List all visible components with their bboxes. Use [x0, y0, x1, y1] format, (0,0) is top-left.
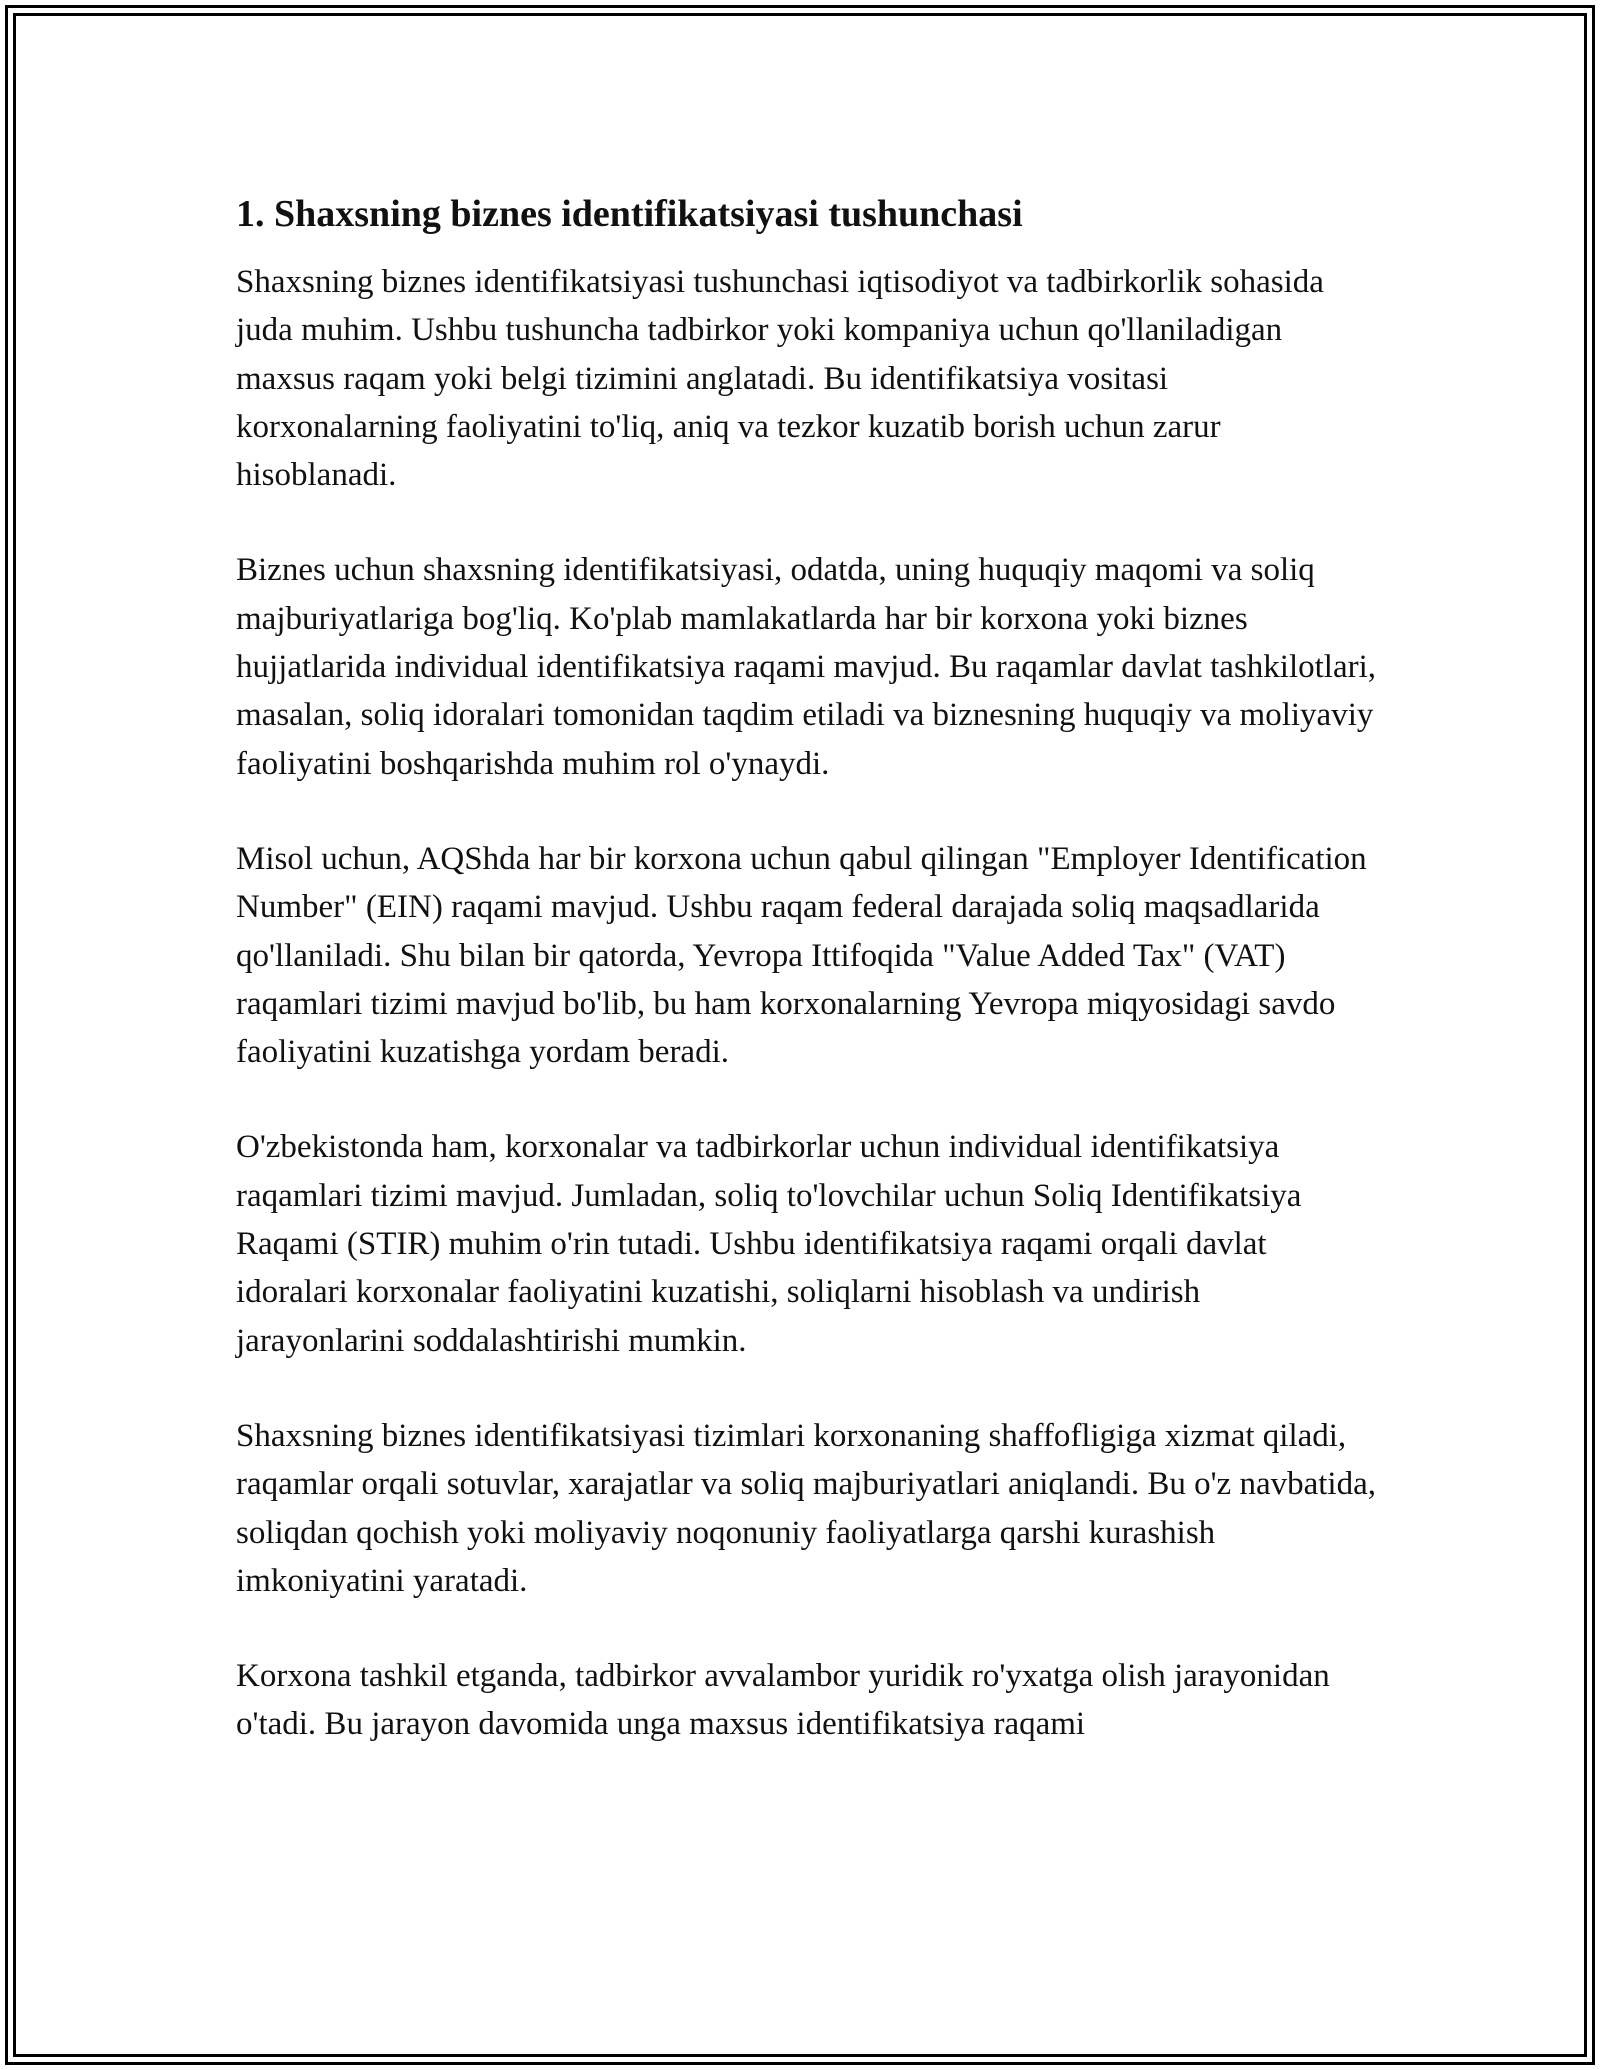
- section-heading: 1. Shaxsning biznes identifikatsiyasi tushunchasi: [236, 193, 1023, 235]
- paragraph-3: Misol uchun, AQShda har bir korxona uchun qabul qilingan "Employer Identification Number" (EIN) raqami mavjud. Ushbu raqam federal darajada soliq maqsadlarida qo'llaniladi. Shu bilan bir qatorda, Yevropa Ittifoqida "Value Added Tax" (VAT) raqamlari tizimi mavjud bo'lib, bu ham korxonalarning Yevropa miqyosidagi savdo faoliyatini kuzatishga yordam beradi.: [236, 840, 1367, 1071]
- paragraph-4: O'zbekistonda ham, korxonalar va tadbirkorlar uchun individual identifikatsiya raqamlari tizimi mavjud. Jumladan, soliq to'lovchilar uchun Soliq Identifikatsiya Raqami (STIR) muhim o'rin tutadi. Ushbu identifikatsiya raqami orqali davlat idoralari korxonalar faoliyatini kuzatishi, soliqlarni hisoblash va undirish jarayonlarini soddalashtirishi mumkin.: [236, 1129, 1302, 1359]
- paragraph-6: Korxona tashkil etganda, tadbirkor avvalambor yuridik ro'yxatga olish jarayonidan o'tadi. Bu jarayon davomida unga maxsus identifikatsiya raqami: [236, 1658, 1330, 1743]
- paragraph-5: Shaxsning biznes identifikatsiyasi tizimlari korxonaning shaffofligiga xizmat qiladi, raqamlar orqali sotuvlar, xarajatlar va soliq majburiyatlari aniqlandi. Bu o'z navbatida, soliqdan qochish yoki moliyaviy noqonuniy faoliyatlarga qarshi kurashish imkoniyatini yaratadi.: [236, 1417, 1376, 1599]
- paragraph-1: Shaxsning biznes identifikatsiyasi tushunchasi iqtisodiyot va tadbirkorlik sohasida juda muhim. Ushbu tushuncha tadbirkor yoki kompaniya uchun qo'llaniladigan maxsus raqam yoki belgi tizimini anglatadi. Bu identifikatsiya vositasi korxonalarning faoliyatini to'liq, aniq va tezkor kuzatib borish uchun zarur hisoblanadi.: [236, 264, 1324, 494]
- paragraph-2: Biznes uchun shaxsning identifikatsiyasi, odatda, uning huquqiy maqomi va soliq majburiyatlariga bog'liq. Ko'plab mamlakatlarda har bir korxona yoki biznes hujjatlarida individual identifikatsiya raqami mavjud. Bu raqamlar davlat tashkilotlari, masalan, soliq idoralari tomonidan taqdim etiladi va biznesning huquqiy va moliyaviy faoliyatini boshqarishda muhim rol o'ynaydi.: [236, 552, 1377, 782]
- document-body: [236, 186, 1376, 1796]
